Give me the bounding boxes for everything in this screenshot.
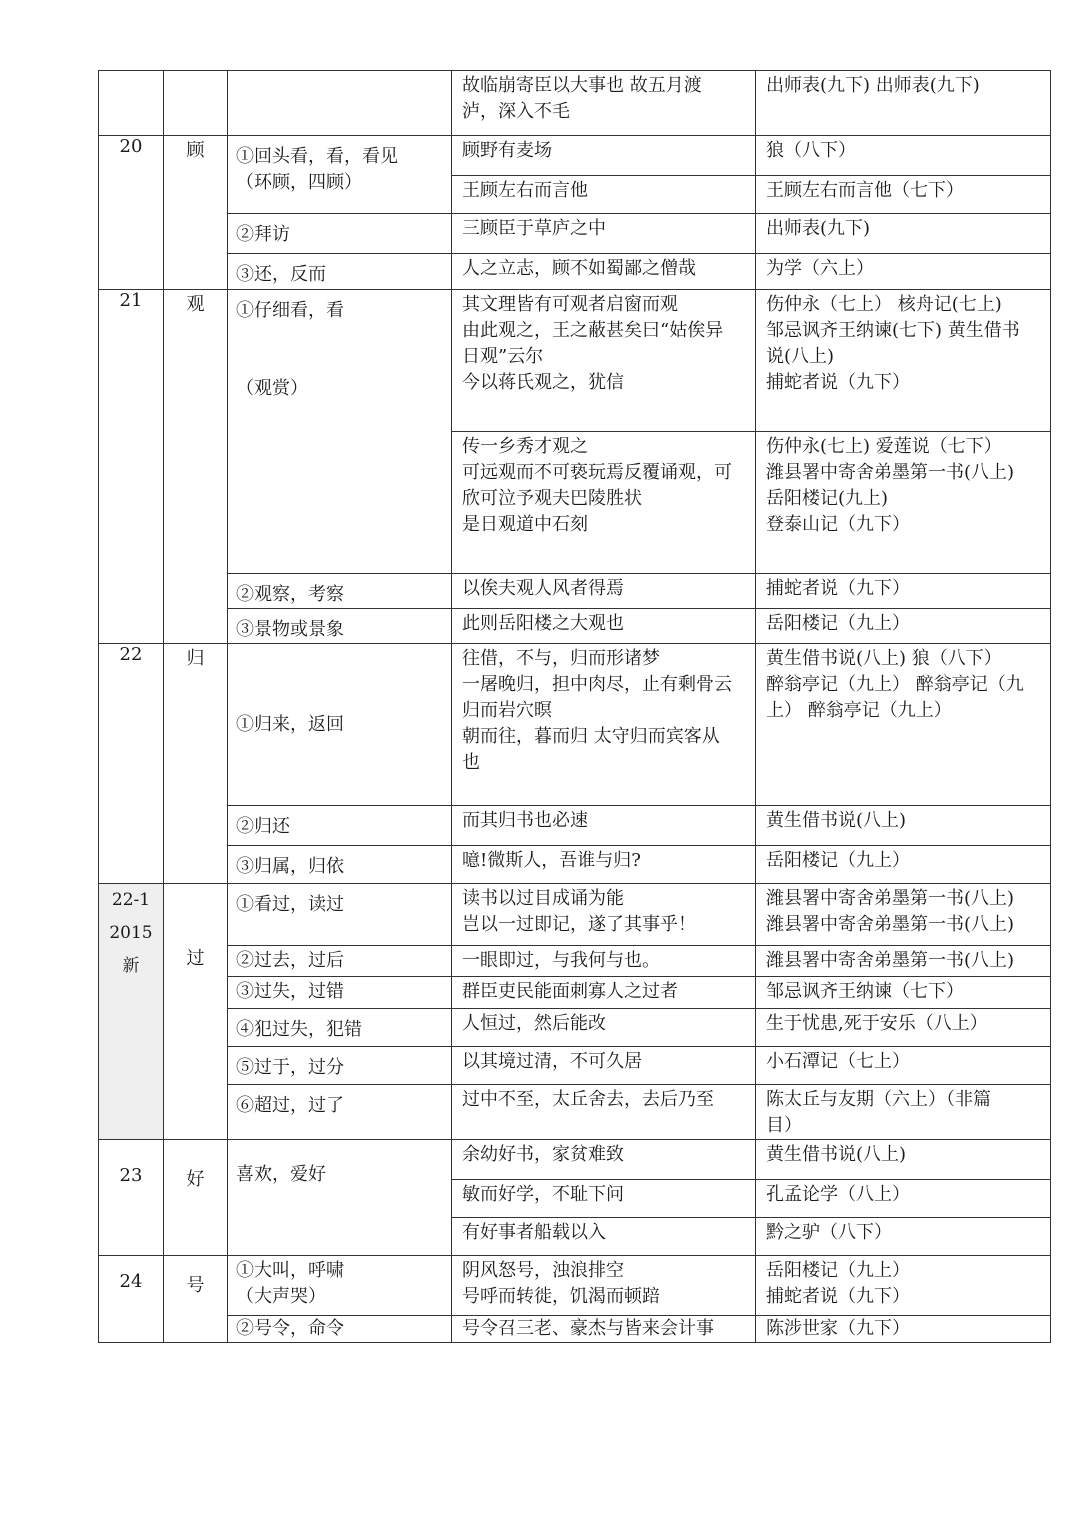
text-line: 捕蛇者说（九下）	[766, 578, 910, 599]
text-line: 阴风怒号，浊浪排空	[462, 1260, 624, 1281]
text-line: 黄生借书说(八上) 狼（八下）	[766, 648, 1002, 669]
example-cell	[452, 609, 756, 644]
source-cell	[756, 644, 1051, 806]
text-line: ②号令，命令	[236, 1318, 344, 1339]
source-cell	[756, 136, 1051, 176]
meaning-cell: ①仔细看，看 （观赏）	[228, 290, 452, 574]
text-line: 伤仲永（七上） 核舟记(七上)	[766, 294, 1002, 315]
entry-number: 20	[99, 136, 164, 290]
meaning-cell	[228, 1316, 452, 1343]
example-cell	[452, 884, 756, 946]
text-line: 上） 醉翁亭记（九上）	[766, 700, 952, 721]
example-cell	[452, 1180, 756, 1218]
source-cell	[756, 1085, 1051, 1140]
meaning-cell	[228, 884, 452, 946]
meaning-cell: ①归来，返回	[228, 644, 452, 806]
source-cell	[756, 176, 1051, 214]
text-line: 岂以一过即记，遂了其事乎！	[462, 914, 696, 935]
example-cell	[452, 946, 756, 977]
text-line: 人恒过，然后能改	[462, 1013, 606, 1034]
meaning-cell	[228, 946, 452, 977]
table-row	[99, 884, 1051, 946]
example-cell	[452, 644, 756, 806]
entry-number: 22	[99, 644, 164, 884]
example-cell	[452, 806, 756, 846]
example-cell	[452, 977, 756, 1009]
text-line: 出师表(九下) 出师表(九下)	[766, 75, 980, 96]
example-cell	[452, 1140, 756, 1180]
text-line: 欣可泣予观夫巴陵胜状	[462, 488, 642, 509]
text-line: 是日观道中石刻	[462, 514, 588, 535]
source-cell	[756, 71, 1051, 136]
meaning-cell	[228, 1085, 452, 1140]
text-line: 由此观之，王之蔽甚矣曰“姑俟异	[462, 320, 724, 341]
text-line: ④犯过失，犯错	[236, 1019, 362, 1040]
text-line: 岳阳楼记（九上）	[766, 1260, 910, 1281]
source-cell	[756, 977, 1051, 1009]
meaning-cell	[228, 609, 452, 644]
text-line: 邹忌讽齐王纳谏（七下）	[766, 981, 964, 1002]
source-cell	[756, 1218, 1051, 1256]
text-line: 出师表(九下)	[766, 218, 871, 239]
text-line: 而其归书也必速	[462, 810, 588, 831]
example-cell	[452, 136, 756, 176]
text-line: 小石潭记（七上）	[766, 1051, 910, 1072]
source-cell	[756, 214, 1051, 254]
text-line: ②拜访	[236, 224, 290, 245]
example-cell	[452, 1047, 756, 1085]
text-line: 余幼好书，家贫难致	[462, 1144, 624, 1165]
table-row	[99, 574, 1051, 609]
entry-number: 23	[99, 1140, 164, 1256]
text-line: 可远观而不可亵玩焉反覆诵观，可	[462, 462, 732, 483]
text-line: 顾野有麦场	[462, 140, 552, 161]
text-line: 以其境过清，不可久居	[462, 1051, 642, 1072]
text-line: 目）	[766, 1115, 802, 1136]
text-line: ②过去，过后	[236, 950, 344, 971]
entry-character: 归	[164, 644, 228, 884]
example-cell	[452, 71, 756, 136]
source-cell	[756, 1047, 1051, 1085]
table-row	[99, 1316, 1051, 1343]
text-line: 号令召三老、豪杰与皆来会计事	[462, 1318, 714, 1339]
entry-number: 24	[99, 1256, 164, 1343]
entry-number	[99, 884, 164, 1140]
text-line: 新	[122, 956, 140, 976]
source-cell	[756, 884, 1051, 946]
entry-character: 号	[164, 1256, 228, 1343]
text-line: 黄生借书说(八上)	[766, 1144, 907, 1165]
text-line: 敏而好学，不耻下问	[462, 1184, 624, 1205]
table-row	[99, 644, 1051, 806]
text-line: （大声哭）	[236, 1286, 326, 1307]
source-cell	[756, 1180, 1051, 1218]
source-cell	[756, 574, 1051, 609]
table-row	[99, 254, 1051, 290]
source-cell	[756, 1256, 1051, 1316]
text-line: 说(八上)	[766, 346, 835, 367]
source-cell	[756, 846, 1051, 884]
text-line: 过中不至，太丘舍去，去后乃至	[462, 1089, 714, 1110]
vocabulary-table	[98, 70, 1051, 1343]
text-line: 孔孟论学（八上）	[766, 1184, 910, 1205]
table-row	[99, 609, 1051, 644]
text-line: 伤仲永(七上) 爱莲说（七下）	[766, 436, 1002, 457]
meaning-cell	[228, 977, 452, 1009]
text-line: 一屠晚归，担中肉尽，止有剩骨云	[462, 674, 732, 695]
example-cell	[452, 176, 756, 214]
text-line: 岳阳楼记（九上）	[766, 850, 910, 871]
text-line: 王顾左右而言他（七下）	[766, 180, 964, 201]
text-line: 朝而往，暮而归 太守归而宾客从	[462, 726, 720, 747]
entry-number: 21	[99, 290, 164, 644]
text-line: 登泰山记（九下）	[766, 514, 910, 535]
text-line: 传一乡秀才观之	[462, 436, 588, 457]
text-line: 也	[462, 752, 480, 773]
example-cell	[452, 1218, 756, 1256]
table-row	[99, 806, 1051, 846]
text-line: ⑥超过，过了	[236, 1095, 344, 1116]
source-cell	[756, 290, 1051, 432]
source-cell	[756, 254, 1051, 290]
text-line: 号呼而转徙，饥渴而顿踣	[462, 1286, 660, 1307]
text-line: 2015	[109, 923, 153, 943]
text-line: 其文理皆有可观者启窗而观	[462, 294, 678, 315]
text-line: 群臣吏民能面刺寡人之过者	[462, 981, 678, 1002]
text-line: 一眼即过，与我何与也。	[462, 950, 660, 971]
table-row	[99, 977, 1051, 1009]
table-row	[99, 290, 1051, 432]
example-cell	[452, 846, 756, 884]
text-line: 有好事者船载以入	[462, 1222, 606, 1243]
meaning-cell	[228, 214, 452, 254]
text-line: 读书以过目成诵为能	[462, 888, 624, 909]
text-line: ①回头看，看，看见	[236, 146, 398, 167]
text-line: ①大叫，呼啸	[236, 1260, 344, 1281]
text-line: 22-1	[111, 890, 151, 910]
text-line: 捕蛇者说（九下）	[766, 1286, 910, 1307]
text-line: ③归属，归依	[236, 856, 344, 877]
entry-character: 过	[164, 884, 228, 1140]
text-line: 潍县署中寄舍弟墨第一书(八上)	[766, 462, 1015, 483]
meaning-cell	[228, 1047, 452, 1085]
text-line: ③还，反而	[236, 264, 326, 285]
example-cell	[452, 1085, 756, 1140]
table-row	[99, 214, 1051, 254]
meaning-cell	[228, 574, 452, 609]
example-cell	[452, 214, 756, 254]
example-cell	[452, 574, 756, 609]
text-line: 为学（六上）	[766, 258, 874, 279]
example-cell	[452, 432, 756, 574]
text-line: （环顾，四顾）	[236, 172, 362, 193]
meaning-cell	[228, 1009, 452, 1047]
example-cell	[452, 1316, 756, 1343]
source-cell	[756, 1316, 1051, 1343]
table-row	[99, 1047, 1051, 1085]
text-line: ③景物或景象	[236, 619, 344, 640]
text-line: 此则岳阳楼之大观也	[462, 613, 624, 634]
source-cell	[756, 432, 1051, 574]
text-line: ③过失，过错	[236, 981, 344, 1002]
table-row	[99, 846, 1051, 884]
example-cell	[452, 1256, 756, 1316]
source-cell	[756, 1140, 1051, 1180]
text-line: 三顾臣于草庐之中	[462, 218, 606, 239]
text-line: 日观”云尔	[462, 346, 544, 367]
example-cell	[452, 1009, 756, 1047]
meaning-cell	[228, 806, 452, 846]
example-cell	[452, 290, 756, 432]
text-line: 潍县署中寄舍弟墨第一书(八上)	[766, 888, 1015, 909]
text-line: 潍县署中寄舍弟墨第一书(八上)	[766, 914, 1015, 935]
text-line: 泸，深入不毛	[462, 101, 570, 122]
text-line: ①看过，读过	[236, 894, 344, 915]
text-line: 岳阳楼记(九上)	[766, 488, 889, 509]
source-cell	[756, 806, 1051, 846]
meaning-cell	[228, 136, 452, 214]
text-line: 邹忌讽齐王纳谏(七下) 黄生借书	[766, 320, 1020, 341]
text-line: 以俟夫观人风者得焉	[462, 578, 624, 599]
text-line: 往借，不与，归而形诸梦	[462, 648, 660, 669]
text-line: 归而岩穴暝	[462, 700, 552, 721]
text-line: 狼（八下）	[766, 140, 856, 161]
table-row	[99, 71, 1051, 136]
text-line: 生于忧患,死于安乐（八上）	[766, 1013, 988, 1034]
table-row	[99, 136, 1051, 176]
meaning-cell	[228, 846, 452, 884]
meaning-cell	[228, 1256, 452, 1316]
example-cell	[452, 254, 756, 290]
entry-character: 好	[164, 1140, 228, 1256]
source-cell	[756, 609, 1051, 644]
entry-character: 观	[164, 290, 228, 644]
source-cell	[756, 1009, 1051, 1047]
entry-character: 顾	[164, 136, 228, 290]
text-line: ⑤过于，过分	[236, 1057, 344, 1078]
table-row	[99, 1140, 1051, 1180]
text-line: 陈太丘与友期（六上）（非篇	[766, 1089, 991, 1110]
text-line: 黔之驴（八下）	[766, 1222, 892, 1243]
text-line: 噫!微斯人，吾谁与归?	[462, 850, 641, 871]
table-row	[99, 946, 1051, 977]
text-line: 陈涉世家（九下）	[766, 1318, 910, 1339]
table-row	[99, 1009, 1051, 1047]
text-line: ②归还	[236, 816, 290, 837]
meaning-cell: 喜欢，爱好	[228, 1140, 452, 1256]
text-line: 黄生借书说(八上)	[766, 810, 907, 831]
table-row	[99, 1256, 1051, 1316]
text-line: 故临崩寄臣以大事也 故五月渡	[462, 75, 702, 96]
text-line: 捕蛇者说（九下）	[766, 372, 910, 393]
text-line: 王顾左右而言他	[462, 180, 588, 201]
text-line: 醉翁亭记（九上） 醉翁亭记（九	[766, 674, 1024, 695]
meaning-cell	[228, 254, 452, 290]
text-line: 岳阳楼记（九上）	[766, 613, 910, 634]
table-row	[99, 1085, 1051, 1140]
text-line: 人之立志，顾不如蜀鄙之僧哉	[462, 258, 696, 279]
text-line: 潍县署中寄舍弟墨第一书(八上)	[766, 950, 1015, 971]
source-cell	[756, 946, 1051, 977]
text-line: 今以蒋氏观之，犹信	[462, 372, 624, 393]
text-line: ②观察，考察	[236, 584, 344, 605]
